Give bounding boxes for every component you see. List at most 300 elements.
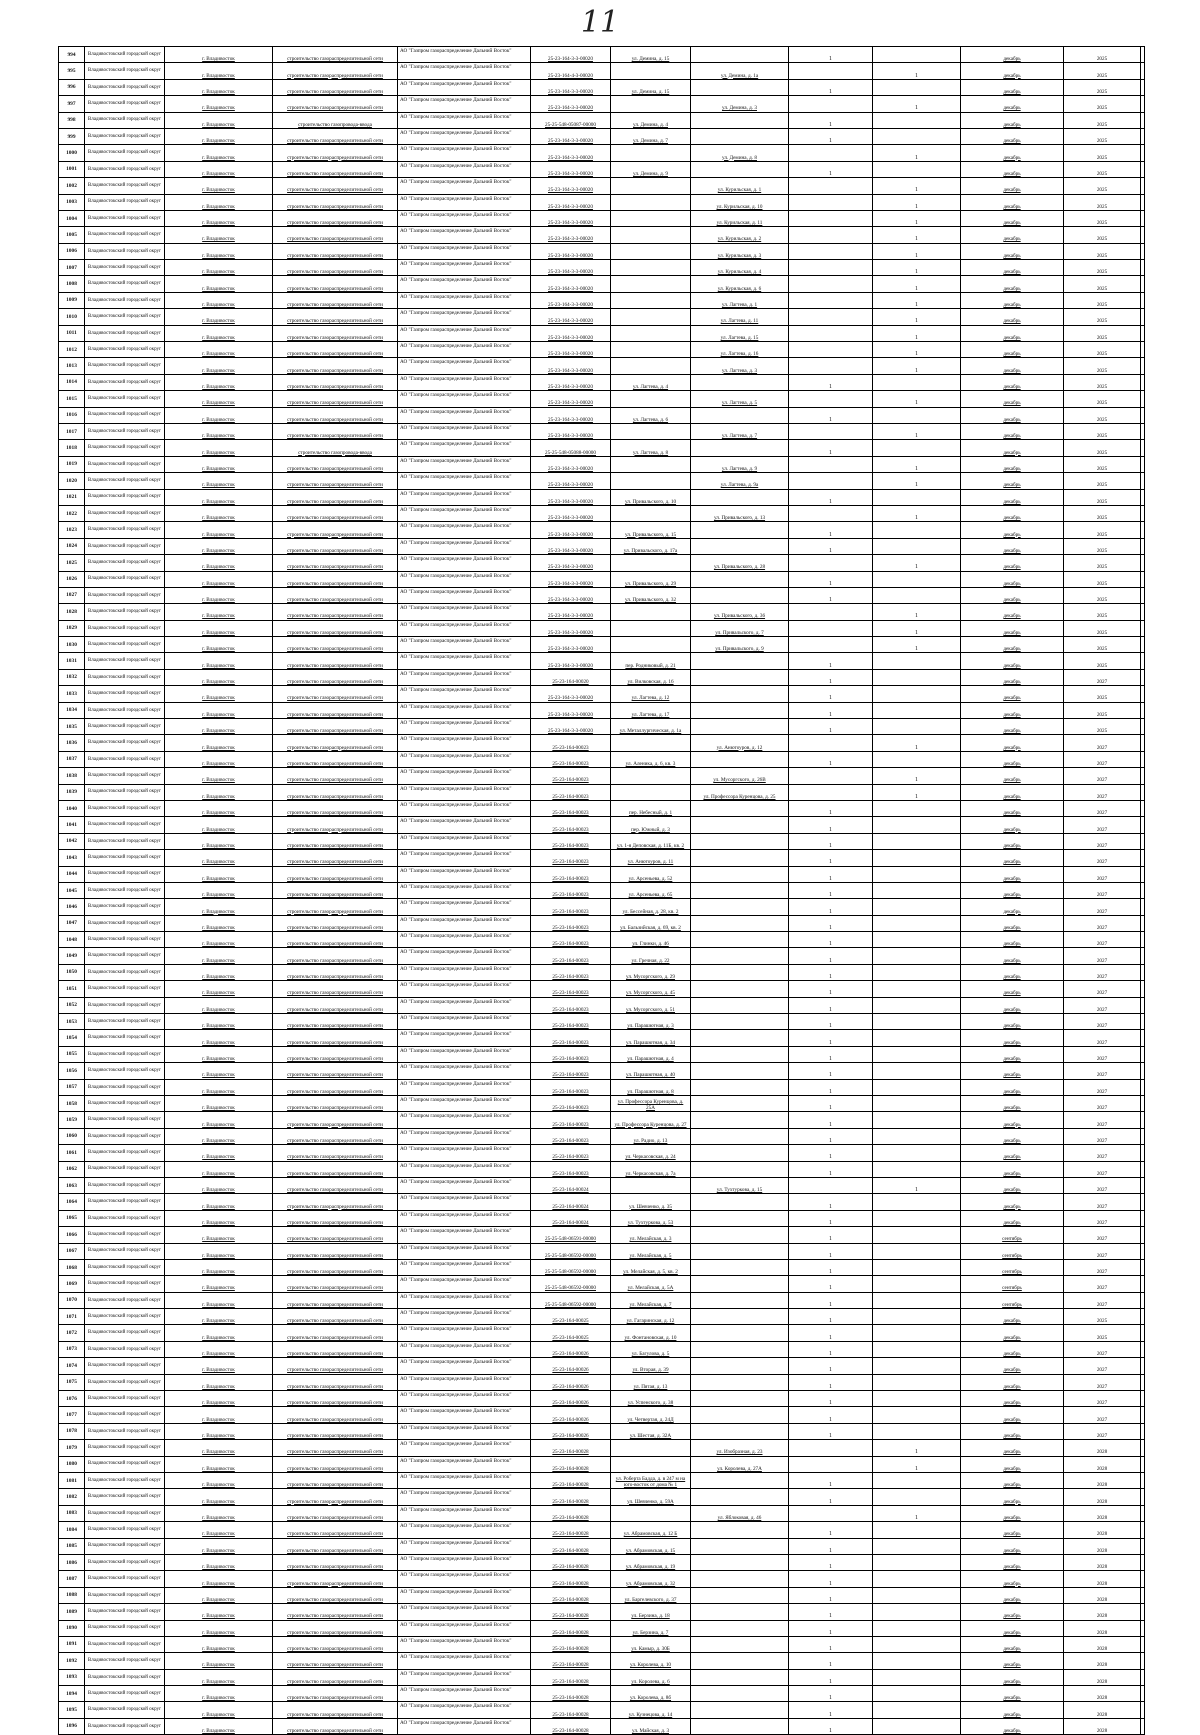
year-cell: 2025 bbox=[1064, 292, 1141, 308]
work-type-cell: строительство газораспределительной сети bbox=[273, 1259, 398, 1275]
edge-cell bbox=[1141, 1489, 1145, 1505]
table-row bbox=[59, 899, 1145, 915]
edge-cell bbox=[1141, 1276, 1145, 1292]
year-cell: 2025 bbox=[1064, 489, 1141, 505]
row-number-cell: 1010 bbox=[59, 309, 85, 325]
row-number-cell: 1033 bbox=[59, 686, 85, 702]
row-number-cell: 1084 bbox=[59, 1522, 85, 1538]
edge-cell bbox=[1141, 407, 1145, 423]
quantity-1-cell: 1 bbox=[789, 653, 873, 669]
quantity-2-cell bbox=[873, 719, 961, 735]
cadastral-cell: 25-23-164-3-3-00020 bbox=[531, 555, 611, 571]
month-cell: сентябрь bbox=[961, 1243, 1064, 1259]
row-number-cell: 1014 bbox=[59, 374, 85, 390]
month-cell: декабрь bbox=[961, 1194, 1064, 1210]
address-1-cell bbox=[611, 505, 691, 521]
month-cell: декабрь bbox=[961, 276, 1064, 292]
month-cell: декабрь bbox=[961, 866, 1064, 882]
month-cell: декабрь bbox=[961, 1423, 1064, 1439]
month-cell: декабрь bbox=[961, 915, 1064, 931]
year-cell: 2025 bbox=[1064, 391, 1141, 407]
locality-cell: г. Владивосток bbox=[165, 440, 273, 456]
row-number-cell: 1025 bbox=[59, 555, 85, 571]
address-2-cell bbox=[691, 489, 789, 505]
edge-cell bbox=[1141, 489, 1145, 505]
district-cell: Владивостокский городской округ bbox=[85, 194, 165, 210]
quantity-1-cell bbox=[789, 96, 873, 112]
district-cell: Владивостокский городской округ bbox=[85, 1309, 165, 1325]
year-cell: 2027 bbox=[1064, 850, 1141, 866]
cadastral-cell: 25-23-164-3-3-00020 bbox=[531, 686, 611, 702]
owner-cell: АО "Газпром газораспределение Дальний Восток" bbox=[398, 620, 531, 636]
quantity-2-cell: 1 bbox=[873, 735, 961, 751]
work-type-cell: строительство газораспределительной сети bbox=[273, 1341, 398, 1357]
year-cell: 2025 bbox=[1064, 96, 1141, 112]
address-2-cell: ул. Привальского, д. 28 bbox=[691, 555, 789, 571]
district-cell: Владивостокский городской округ bbox=[85, 1210, 165, 1226]
work-type-cell: строительство газораспределительной сети bbox=[273, 96, 398, 112]
address-2-cell bbox=[691, 1407, 789, 1423]
table-row bbox=[59, 1243, 1145, 1259]
year-cell: 2027 bbox=[1064, 1194, 1141, 1210]
locality-cell: г. Владивосток bbox=[165, 112, 273, 128]
table-row bbox=[59, 1177, 1145, 1193]
quantity-2-cell bbox=[873, 1259, 961, 1275]
locality-cell: г. Владивосток bbox=[165, 358, 273, 374]
work-type-cell: строительство газораспределительной сети bbox=[273, 1653, 398, 1669]
work-type-cell: строительство газораспределительной сети bbox=[273, 522, 398, 538]
cadastral-cell: 25-23-164-00023 bbox=[531, 1145, 611, 1161]
cadastral-cell: 25-23-164-00023 bbox=[531, 915, 611, 931]
address-1-cell: ул. Демина, д. 9 bbox=[611, 161, 691, 177]
work-type-cell: строительство газораспределительной сети bbox=[273, 1440, 398, 1456]
owner-cell: АО "Газпром газораспределение Дальний Восток" bbox=[398, 1718, 531, 1734]
month-cell: декабрь bbox=[961, 538, 1064, 554]
month-cell: декабрь bbox=[961, 1358, 1064, 1374]
edge-cell bbox=[1141, 1030, 1145, 1046]
month-cell: декабрь bbox=[961, 1046, 1064, 1062]
cadastral-cell: 25-23-164-3-3-00020 bbox=[531, 423, 611, 439]
owner-cell: АО "Газпром газораспределение Дальний Восток" bbox=[398, 637, 531, 653]
year-cell: 2025 bbox=[1064, 686, 1141, 702]
locality-cell: г. Владивосток bbox=[165, 145, 273, 161]
quantity-2-cell bbox=[873, 1554, 961, 1570]
year-cell: 2025 bbox=[1064, 227, 1141, 243]
cadastral-cell: 25-23-164-00028 bbox=[531, 1440, 611, 1456]
district-cell: Владивостокский городской округ bbox=[85, 1440, 165, 1456]
work-type-cell: строительство газораспределительной сети bbox=[273, 1243, 398, 1259]
edge-cell bbox=[1141, 1063, 1145, 1079]
row-number-cell: 1096 bbox=[59, 1718, 85, 1734]
locality-cell: г. Владивосток bbox=[165, 456, 273, 472]
address-1-cell: ул. Четвертая, д. 24Д bbox=[611, 1407, 691, 1423]
quantity-1-cell: 1 bbox=[789, 79, 873, 95]
work-type-cell: строительство газораспределительной сети bbox=[273, 1472, 398, 1488]
address-2-cell bbox=[691, 800, 789, 816]
quantity-1-cell: 1 bbox=[789, 866, 873, 882]
address-2-cell: ул. Яблоковая, д. 46 bbox=[691, 1505, 789, 1521]
address-1-cell bbox=[611, 391, 691, 407]
owner-cell: АО "Газпром газораспределение Дальний Восток" bbox=[398, 473, 531, 489]
quantity-1-cell: 1 bbox=[789, 686, 873, 702]
month-cell: декабрь bbox=[961, 243, 1064, 259]
address-2-cell: ул. Королева, д. 27А bbox=[691, 1456, 789, 1472]
owner-cell: АО "Газпром газораспределение Дальний Восток" bbox=[398, 1686, 531, 1702]
address-2-cell bbox=[691, 1079, 789, 1095]
month-cell: декабрь bbox=[961, 1653, 1064, 1669]
table-row bbox=[59, 194, 1145, 210]
owner-cell: АО "Газпром газораспределение Дальний Восток" bbox=[398, 702, 531, 718]
address-1-cell: ул. 1-я Деповская, д. 11Б, кв. 2 bbox=[611, 833, 691, 849]
month-cell: декабрь bbox=[961, 1636, 1064, 1652]
edge-cell bbox=[1141, 899, 1145, 915]
month-cell: декабрь bbox=[961, 112, 1064, 128]
table-row bbox=[59, 1161, 1145, 1177]
month-cell: декабрь bbox=[961, 260, 1064, 276]
cadastral-cell: 25-23-164-3-3-00020 bbox=[531, 194, 611, 210]
owner-cell: АО "Газпром газораспределение Дальний Восток" bbox=[398, 489, 531, 505]
district-cell: Владивостокский городской округ bbox=[85, 948, 165, 964]
edge-cell bbox=[1141, 63, 1145, 79]
quantity-2-cell bbox=[873, 702, 961, 718]
year-cell: 2027 bbox=[1064, 1112, 1141, 1128]
address-1-cell: ул. Арсеньева, д. 65 bbox=[611, 882, 691, 898]
row-number-cell: 1059 bbox=[59, 1112, 85, 1128]
quantity-1-cell: 1 bbox=[789, 1620, 873, 1636]
address-2-cell bbox=[691, 1227, 789, 1243]
year-cell: 2027 bbox=[1064, 1243, 1141, 1259]
district-cell: Владивостокский городской округ bbox=[85, 1046, 165, 1062]
month-cell: декабрь bbox=[961, 292, 1064, 308]
year-cell: 2027 bbox=[1064, 915, 1141, 931]
year-cell: 2027 bbox=[1064, 800, 1141, 816]
district-cell: Владивостокский городской округ bbox=[85, 1128, 165, 1144]
quantity-1-cell bbox=[789, 260, 873, 276]
table-row bbox=[59, 440, 1145, 456]
cadastral-cell: 25-23-164-3-3-00020 bbox=[531, 161, 611, 177]
edge-cell bbox=[1141, 948, 1145, 964]
edge-cell bbox=[1141, 637, 1145, 653]
address-2-cell bbox=[691, 1325, 789, 1341]
address-1-cell: ул. Лагтева, д. 17 bbox=[611, 702, 691, 718]
owner-cell: АО "Газпром газораспределение Дальний Восток" bbox=[398, 997, 531, 1013]
owner-cell: АО "Газпром газораспределение Дальний Восток" bbox=[398, 1554, 531, 1570]
quantity-2-cell bbox=[873, 1718, 961, 1734]
district-cell: Владивостокский городской округ bbox=[85, 145, 165, 161]
address-1-cell: ул. Королева, д. 8б bbox=[611, 1686, 691, 1702]
row-number-cell: 1043 bbox=[59, 850, 85, 866]
locality-cell: г. Владивосток bbox=[165, 1145, 273, 1161]
cadastral-cell: 25-23-164-00028 bbox=[531, 1686, 611, 1702]
owner-cell: АО "Газпром газораспределение Дальний Восток" bbox=[398, 1522, 531, 1538]
locality-cell: г. Владивосток bbox=[165, 161, 273, 177]
work-type-cell: строительство газораспределительной сети bbox=[273, 1636, 398, 1652]
quantity-1-cell: 1 bbox=[789, 1210, 873, 1226]
table-row bbox=[59, 932, 1145, 948]
row-number-cell: 1053 bbox=[59, 1014, 85, 1030]
row-number-cell: 1058 bbox=[59, 1096, 85, 1112]
edge-cell bbox=[1141, 1391, 1145, 1407]
owner-cell: АО "Газпром газораспределение Дальний Восток" bbox=[398, 964, 531, 980]
year-cell: 2027 bbox=[1064, 1079, 1141, 1095]
cadastral-cell: 25-23-164-00023 bbox=[531, 1112, 611, 1128]
work-type-cell: строительство газораспределительной сети bbox=[273, 1194, 398, 1210]
row-number-cell: 1030 bbox=[59, 637, 85, 653]
work-type-cell: строительство газораспределительной сети bbox=[273, 1210, 398, 1226]
row-number-cell: 1068 bbox=[59, 1259, 85, 1275]
work-type-cell: строительство газораспределительной сети bbox=[273, 1112, 398, 1128]
address-2-cell bbox=[691, 112, 789, 128]
edge-cell bbox=[1141, 1341, 1145, 1357]
year-cell: 2025 bbox=[1064, 653, 1141, 669]
row-number-cell: 1000 bbox=[59, 145, 85, 161]
year-cell: 2028 bbox=[1064, 1554, 1141, 1570]
quantity-2-cell: 1 bbox=[873, 604, 961, 620]
quantity-1-cell: 1 bbox=[789, 1554, 873, 1570]
owner-cell: АО "Газпром газораспределение Дальний Восток" bbox=[398, 210, 531, 226]
quantity-2-cell bbox=[873, 1604, 961, 1620]
work-type-cell: строительство газораспределительной сети bbox=[273, 489, 398, 505]
owner-cell: АО "Газпром газораспределение Дальний Восток" bbox=[398, 1505, 531, 1521]
cadastral-cell: 25-23-164-00024 bbox=[531, 1194, 611, 1210]
quantity-1-cell: 1 bbox=[789, 1063, 873, 1079]
month-cell: декабрь bbox=[961, 571, 1064, 587]
row-number-cell: 994 bbox=[59, 47, 85, 63]
district-cell: Владивостокский городской округ bbox=[85, 1177, 165, 1193]
row-number-cell: 1081 bbox=[59, 1472, 85, 1488]
district-cell: Владивостокский городской округ bbox=[85, 79, 165, 95]
address-2-cell: ул. Лагтева, д. 1 bbox=[691, 292, 789, 308]
address-2-cell bbox=[691, 1653, 789, 1669]
work-type-cell: строительство газораспределительной сети bbox=[273, 145, 398, 161]
owner-cell: АО "Газпром газораспределение Дальний Восток" bbox=[398, 555, 531, 571]
row-number-cell: 1061 bbox=[59, 1145, 85, 1161]
owner-cell: АО "Газпром газораспределение Дальний Восток" bbox=[398, 358, 531, 374]
work-type-cell: строительство газораспределительной сети bbox=[273, 1046, 398, 1062]
locality-cell: г. Владивосток bbox=[165, 1063, 273, 1079]
work-type-cell: строительство газораспределительной сети bbox=[273, 260, 398, 276]
row-number-cell: 1087 bbox=[59, 1571, 85, 1587]
owner-cell: АО "Газпром газораспределение Дальний Восток" bbox=[398, 981, 531, 997]
row-number-cell: 1013 bbox=[59, 358, 85, 374]
locality-cell: г. Владивосток bbox=[165, 1325, 273, 1341]
cadastral-cell: 25-23-164-00023 bbox=[531, 768, 611, 784]
edge-cell bbox=[1141, 833, 1145, 849]
row-number-cell: 1008 bbox=[59, 276, 85, 292]
row-number-cell: 1054 bbox=[59, 1030, 85, 1046]
month-cell: декабрь bbox=[961, 178, 1064, 194]
year-cell: 2025 bbox=[1064, 637, 1141, 653]
table-row bbox=[59, 1276, 1145, 1292]
owner-cell: АО "Газпром газораспределение Дальний Восток" bbox=[398, 1128, 531, 1144]
locality-cell: г. Владивосток bbox=[165, 473, 273, 489]
address-1-cell bbox=[611, 784, 691, 800]
locality-cell: г. Владивосток bbox=[165, 1489, 273, 1505]
address-1-cell bbox=[611, 194, 691, 210]
edge-cell bbox=[1141, 473, 1145, 489]
edge-cell bbox=[1141, 587, 1145, 603]
address-2-cell bbox=[691, 538, 789, 554]
year-cell: 2027 bbox=[1064, 1177, 1141, 1193]
locality-cell: г. Владивосток bbox=[165, 63, 273, 79]
year-cell: 2028 bbox=[1064, 1538, 1141, 1554]
table-row bbox=[59, 637, 1145, 653]
owner-cell: АО "Газпром газораспределение Дальний Восток" bbox=[398, 440, 531, 456]
table-row bbox=[59, 210, 1145, 226]
locality-cell: г. Владивосток bbox=[165, 1259, 273, 1275]
address-1-cell bbox=[611, 178, 691, 194]
table-row bbox=[59, 1046, 1145, 1062]
district-cell: Владивостокский городской округ bbox=[85, 915, 165, 931]
quantity-2-cell bbox=[873, 489, 961, 505]
address-1-cell bbox=[611, 423, 691, 439]
table-row bbox=[59, 1210, 1145, 1226]
month-cell: декабрь bbox=[961, 587, 1064, 603]
quantity-1-cell: 1 bbox=[789, 1259, 873, 1275]
edge-cell bbox=[1141, 1374, 1145, 1390]
month-cell: декабрь bbox=[961, 1145, 1064, 1161]
work-type-cell: строительство газораспределительной сети bbox=[273, 227, 398, 243]
address-1-cell: ул. Мелайская, д. 5 bbox=[611, 1243, 691, 1259]
table-row bbox=[59, 555, 1145, 571]
quantity-2-cell bbox=[873, 1325, 961, 1341]
address-2-cell bbox=[691, 128, 789, 144]
cadastral-cell: 25-23-164-00028 bbox=[531, 1522, 611, 1538]
locality-cell: г. Владивосток bbox=[165, 1227, 273, 1243]
locality-cell: г. Владивосток bbox=[165, 538, 273, 554]
year-cell: 2025 bbox=[1064, 79, 1141, 95]
locality-cell: г. Владивосток bbox=[165, 1686, 273, 1702]
month-cell: сентябрь bbox=[961, 1292, 1064, 1308]
address-2-cell bbox=[691, 1309, 789, 1325]
quantity-1-cell: 1 bbox=[789, 1276, 873, 1292]
row-number-cell: 1004 bbox=[59, 210, 85, 226]
quantity-1-cell: 1 bbox=[789, 1096, 873, 1112]
table-row bbox=[59, 1571, 1145, 1587]
owner-cell: АО "Газпром газораспределение Дальний Восток" bbox=[398, 128, 531, 144]
quantity-2-cell: 1 bbox=[873, 358, 961, 374]
cadastral-cell: 25-25-548-05087-00000 bbox=[531, 112, 611, 128]
district-cell: Владивостокский городской округ bbox=[85, 1620, 165, 1636]
year-cell: 2025 bbox=[1064, 112, 1141, 128]
cadastral-cell: 25-23-164-3-3-00020 bbox=[531, 620, 611, 636]
work-type-cell: строительство газораспределительной сети bbox=[273, 1554, 398, 1570]
work-type-cell: строительство газораспределительной сети bbox=[273, 538, 398, 554]
address-2-cell: ул. Курильская, д. 4 bbox=[691, 260, 789, 276]
district-cell: Владивостокский городской округ bbox=[85, 358, 165, 374]
address-1-cell bbox=[611, 555, 691, 571]
year-cell: 2027 bbox=[1064, 1341, 1141, 1357]
locality-cell: г. Владивосток bbox=[165, 653, 273, 669]
quantity-2-cell bbox=[873, 47, 961, 63]
address-2-cell: ул. Лагтева, д. 15 bbox=[691, 325, 789, 341]
year-cell: 2025 bbox=[1064, 276, 1141, 292]
address-1-cell: пер. Южный, д. 3 bbox=[611, 817, 691, 833]
locality-cell: г. Владивосток bbox=[165, 47, 273, 63]
month-cell: декабрь bbox=[961, 47, 1064, 63]
table-row bbox=[59, 1538, 1145, 1554]
work-type-cell: строительство газораспределительной сети bbox=[273, 63, 398, 79]
month-cell: декабрь bbox=[961, 964, 1064, 980]
year-cell: 2028 bbox=[1064, 1718, 1141, 1734]
work-type-cell: строительство газораспределительной сети bbox=[273, 768, 398, 784]
row-number-cell: 1063 bbox=[59, 1177, 85, 1193]
quantity-1-cell: 1 bbox=[789, 669, 873, 685]
month-cell: декабрь bbox=[961, 981, 1064, 997]
district-cell: Владивостокский городской округ bbox=[85, 735, 165, 751]
table-row bbox=[59, 1194, 1145, 1210]
quantity-2-cell bbox=[873, 817, 961, 833]
row-number-cell: 1072 bbox=[59, 1325, 85, 1341]
month-cell: декабрь bbox=[961, 751, 1064, 767]
quantity-1-cell: 1 bbox=[789, 833, 873, 849]
address-1-cell bbox=[611, 604, 691, 620]
address-2-cell bbox=[691, 1030, 789, 1046]
district-cell: Владивостокский городской округ bbox=[85, 374, 165, 390]
district-cell: Владивостокский городской округ bbox=[85, 1423, 165, 1439]
district-cell: Владивостокский городской округ bbox=[85, 1096, 165, 1112]
month-cell: декабрь bbox=[961, 423, 1064, 439]
locality-cell: г. Владивосток bbox=[165, 1423, 273, 1439]
address-2-cell bbox=[691, 47, 789, 63]
work-type-cell: строительство газораспределительной сети bbox=[273, 1161, 398, 1177]
locality-cell: г. Владивосток bbox=[165, 1358, 273, 1374]
year-cell: 2027 bbox=[1064, 1227, 1141, 1243]
edge-cell bbox=[1141, 784, 1145, 800]
district-cell: Владивостокский городской округ bbox=[85, 1686, 165, 1702]
quantity-1-cell bbox=[789, 555, 873, 571]
row-number-cell: 1052 bbox=[59, 997, 85, 1013]
year-cell: 2027 bbox=[1064, 1374, 1141, 1390]
quantity-2-cell bbox=[873, 1079, 961, 1095]
row-number-cell: 1055 bbox=[59, 1046, 85, 1062]
quantity-2-cell bbox=[873, 571, 961, 587]
edge-cell bbox=[1141, 620, 1145, 636]
row-number-cell: 1018 bbox=[59, 440, 85, 456]
address-2-cell: ул. Лагтева, д. 16 bbox=[691, 342, 789, 358]
locality-cell: г. Владивосток bbox=[165, 948, 273, 964]
year-cell: 2025 bbox=[1064, 456, 1141, 472]
address-1-cell: ул. Привальского, д. 15 bbox=[611, 522, 691, 538]
edge-cell bbox=[1141, 260, 1145, 276]
locality-cell: г. Владивосток bbox=[165, 1128, 273, 1144]
quantity-2-cell bbox=[873, 981, 961, 997]
cadastral-cell: 25-23-164-00023 bbox=[531, 1161, 611, 1177]
address-1-cell: ул. Королева, д. 6 bbox=[611, 1669, 691, 1685]
edge-cell bbox=[1141, 571, 1145, 587]
month-cell: декабрь bbox=[961, 1374, 1064, 1390]
row-number-cell: 1012 bbox=[59, 342, 85, 358]
row-number-cell: 1065 bbox=[59, 1210, 85, 1226]
address-2-cell bbox=[691, 587, 789, 603]
address-1-cell: ул. Майская, д. 3 bbox=[611, 1718, 691, 1734]
month-cell: декабрь bbox=[961, 882, 1064, 898]
district-cell: Владивостокский городской округ bbox=[85, 1374, 165, 1390]
edge-cell bbox=[1141, 522, 1145, 538]
work-type-cell: строительство газораспределительной сети bbox=[273, 1505, 398, 1521]
row-number-cell: 1040 bbox=[59, 800, 85, 816]
work-type-cell: строительство газораспределительной сети bbox=[273, 555, 398, 571]
address-1-cell: ул. Лагтева, д. 4 bbox=[611, 374, 691, 390]
work-type-cell: строительство газораспределительной сети bbox=[273, 1686, 398, 1702]
owner-cell: АО "Газпром газораспределение Дальний Восток" bbox=[398, 1325, 531, 1341]
address-1-cell bbox=[611, 243, 691, 259]
district-cell: Владивостокский городской округ bbox=[85, 47, 165, 63]
work-type-cell: строительство газораспределительной сети bbox=[273, 423, 398, 439]
row-number-cell: 1044 bbox=[59, 866, 85, 882]
locality-cell: г. Владивосток bbox=[165, 309, 273, 325]
quantity-2-cell bbox=[873, 833, 961, 849]
